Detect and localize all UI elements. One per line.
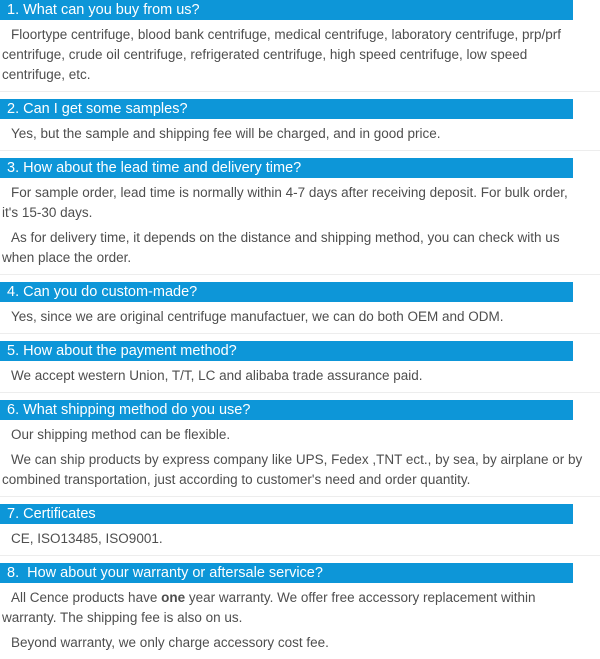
faq-section-4 [0,282,600,334]
faq-section-2 [0,99,600,151]
faq-answer-6-2: We can ship products by express company like UPS, Fedex ,TNT ect., by sea, by airplane or by combined transportation, just according to customer's need and order quantity. [2,452,583,487]
faq-answer-8-1-after: year warranty. We offer free accessory replacement within warranty. The shipping fee is also on us. [2,590,536,625]
faq-question-text-5: 5. How about the payment method? [7,343,237,359]
faq-question-text-2: 2. Can I get some samples? [7,101,188,117]
faq-answer-8-2: Beyond warranty, we only charge accessory cost fee. [11,635,329,650]
faq-question-bar-4 [0,282,573,302]
faq-question-text-1: 1. What can you buy from us? [7,2,200,18]
faq-section-6 [0,400,600,497]
faq-question-bar-1 [0,0,573,20]
faq-answer-3-1: For sample order, lead time is normally within 4-7 days after receiving deposit. For bulk order, it's 15-30 days. [2,185,568,220]
faq-question-text-7: 7. Certificates [7,506,96,522]
faq-section-1 [0,0,600,92]
faq-answer-7-1: CE, ISO13485, ISO9001. [11,531,163,546]
faq-answer-8-1-before: All Cence products have [11,590,162,605]
faq-section-5 [0,341,600,393]
faq-question-bar-8 [0,563,573,583]
faq-question-bar-6 [0,400,573,420]
faq-question-text-6: 6. What shipping method do you use? [7,402,251,418]
faq-section-8 [0,563,600,659]
faq-question-text-3: 3. How about the lead time and delivery time? [7,160,302,176]
faq-question-bar-5 [0,341,573,361]
faq-answer-6-1: Our shipping method can be flexible. [11,427,231,442]
faq-answer-4-1: Yes, since we are original centrifuge manufactuer, we can do both OEM and ODM. [11,309,504,324]
faq-question-bar-2 [0,99,573,119]
faq-question-text-8: 8. How about your warranty or aftersale service? [7,565,323,581]
faq-section-7 [0,504,600,556]
faq-question-bar-7 [0,504,573,524]
faq-answer-1-1: Floortype centrifuge, blood bank centrifuge, medical centrifuge, laboratory centrifuge, prp/prf centrifuge, crude oil centrifuge, refrigerated centrifuge, high speed centrifuge, low speed centrifuge, etc. [2,27,562,82]
faq-answer-8-1 [0,588,600,628]
faq-answer-5-1: We accept western Union, T/T, LC and alibaba trade assurance paid. [11,368,423,383]
faq-question-bar-3 [0,158,573,178]
faq-section-3 [0,158,600,275]
faq-answer-8-1-bold: one [161,590,186,605]
faq-answer-2-1: Yes, but the sample and shipping fee will be charged, and in good price. [11,126,441,141]
faq-question-text-4: 4. Can you do custom-made? [7,284,198,300]
faq-answer-3-2: As for delivery time, it depends on the distance and shipping method, you can check with us when place the order. [2,230,560,265]
